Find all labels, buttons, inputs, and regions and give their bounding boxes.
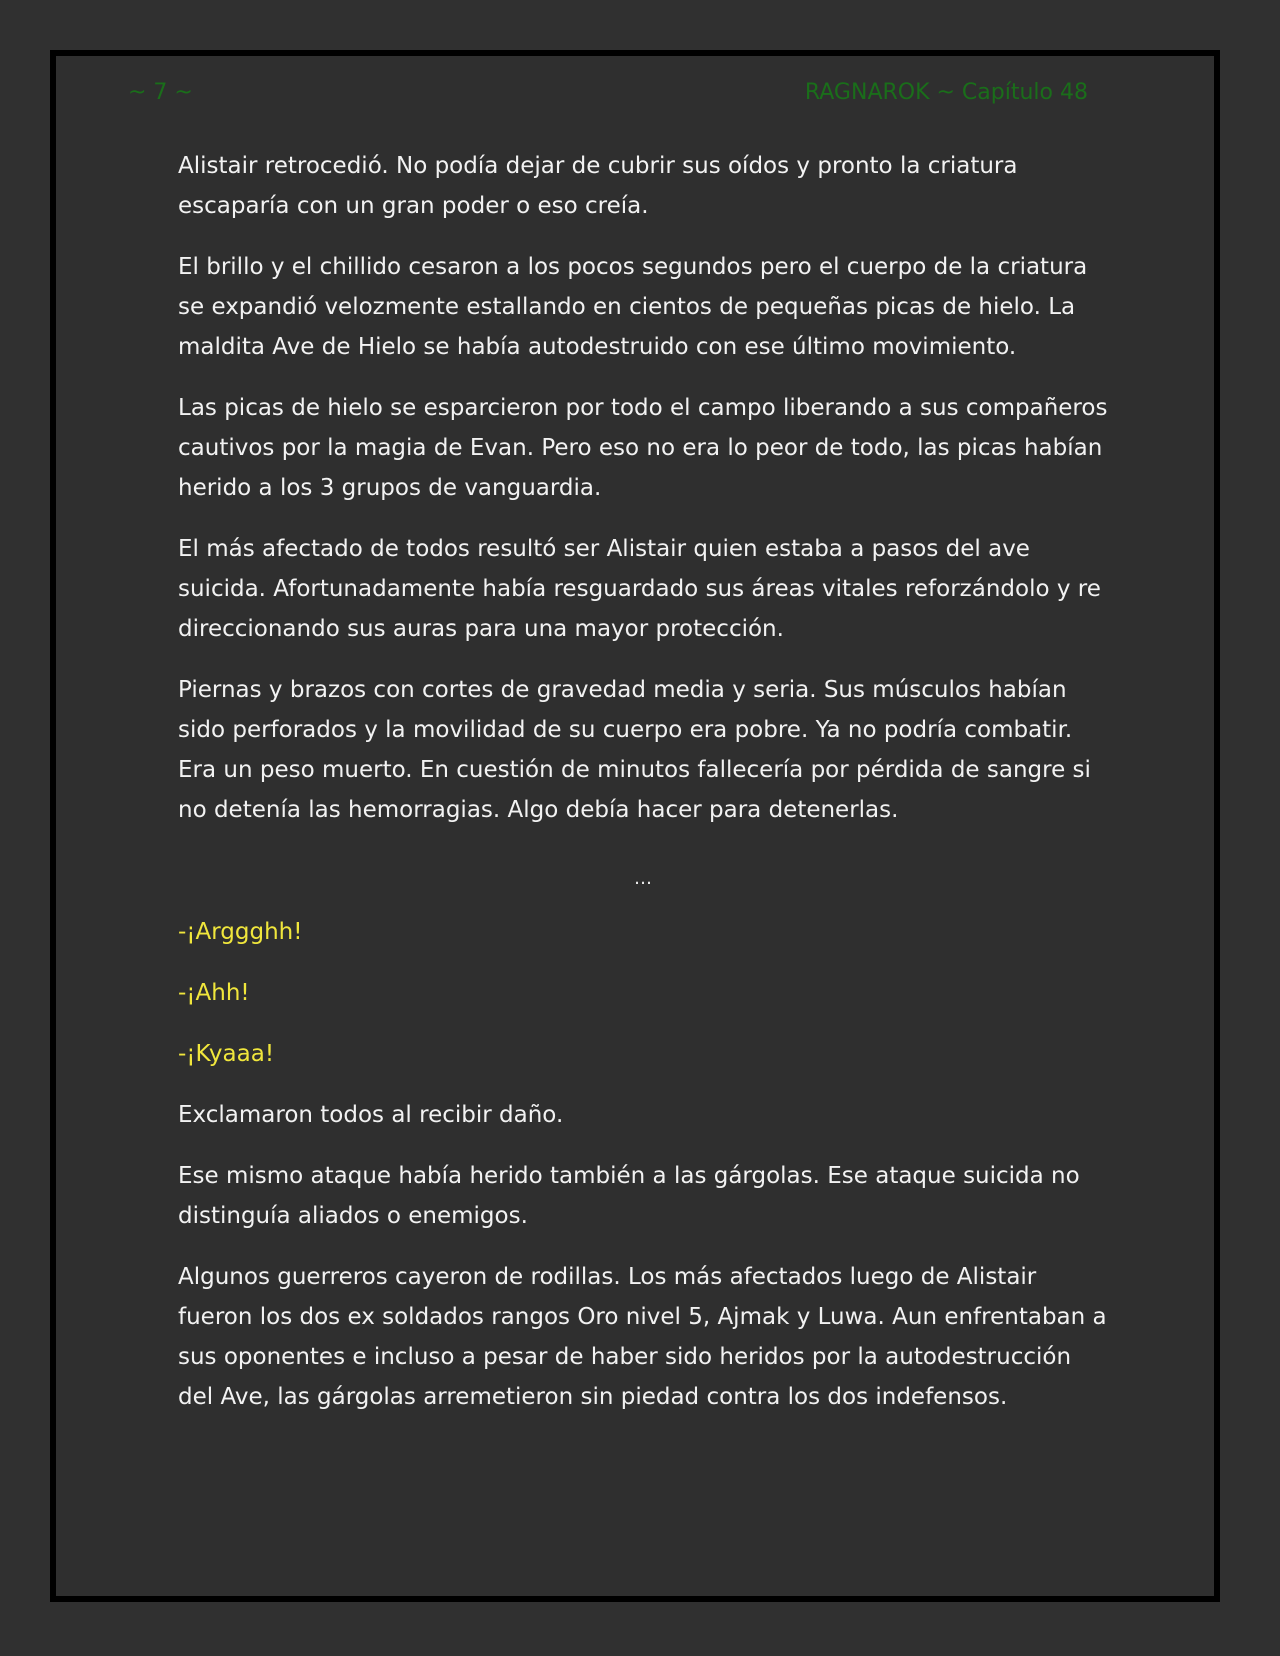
paragraph: Piernas y brazos con cortes de gravedad media y seria. Sus músculos habían sido perforados y la movilidad de su cuerpo era pobre. Ya no podría combatir. Era un peso muerto. En cuestión de minutos fallecería por pérdida de sangre si no detenía las hemorragias. Algo debía hacer para detenerlas. [178,677,1091,823]
page-header [128,80,1088,110]
paragraph: Algunos guerreros cayeron de rodillas. Los más afectados luego de Alistair fueron los dos ex soldados rangos Oro nivel 5, Ajmak y Luwa. Aun enfrentaban a sus oponentes e incluso a pesar de haber sido heridos por la autodestrucción del Ave, las gárgolas arremetieron sin piedad contra los dos indefensos. [178,1264,1107,1410]
paragraph: Las picas de hielo se esparcieron por todo el campo liberando a sus compañeros cautivos por la magia de Evan. Pero eso no era lo peor de todo, las picas habían herido a los 3 grupos de vanguardia. [178,395,1108,501]
running-title: RAGNAROK ~ Capítulo 48 [804,80,1088,105]
paragraph: El brillo y el chillido cesaron a los pocos segundos pero el cuerpo de la criatura se expandió velozmente estallando en cientos de pequeñas picas de hielo. La maldita Ave de Hielo se había autodestruido con ese último movimiento. [178,254,1088,360]
page-number: ~ 7 ~ [128,80,193,105]
chapter-text [178,146,1108,1438]
paragraph: Exclamaron todos al recibir daño. [178,1102,564,1128]
dialogue-line: -¡Kyaaa! [178,1041,275,1067]
paragraph: Alistair retrocedió. No podía dejar de cubrir sus oídos y pronto la criatura escaparía con un gran poder o eso creía. [178,153,1018,219]
dialogue-line: -¡Arggghh! [178,919,303,945]
paragraph: Ese mismo ataque había herido también a las gárgolas. Ese ataque suicida no distinguía aliados o enemigos. [178,1163,1080,1229]
dialogue-line: -¡Ahh! [178,980,250,1006]
scene-separator: … [634,868,652,889]
paragraph: El más afectado de todos resultó ser Alistair quien estaba a pasos del ave suicida. Afortunadamente había resguardado sus áreas vitales reforzándolo y re direccionando sus auras para una mayor protección. [178,536,1101,642]
